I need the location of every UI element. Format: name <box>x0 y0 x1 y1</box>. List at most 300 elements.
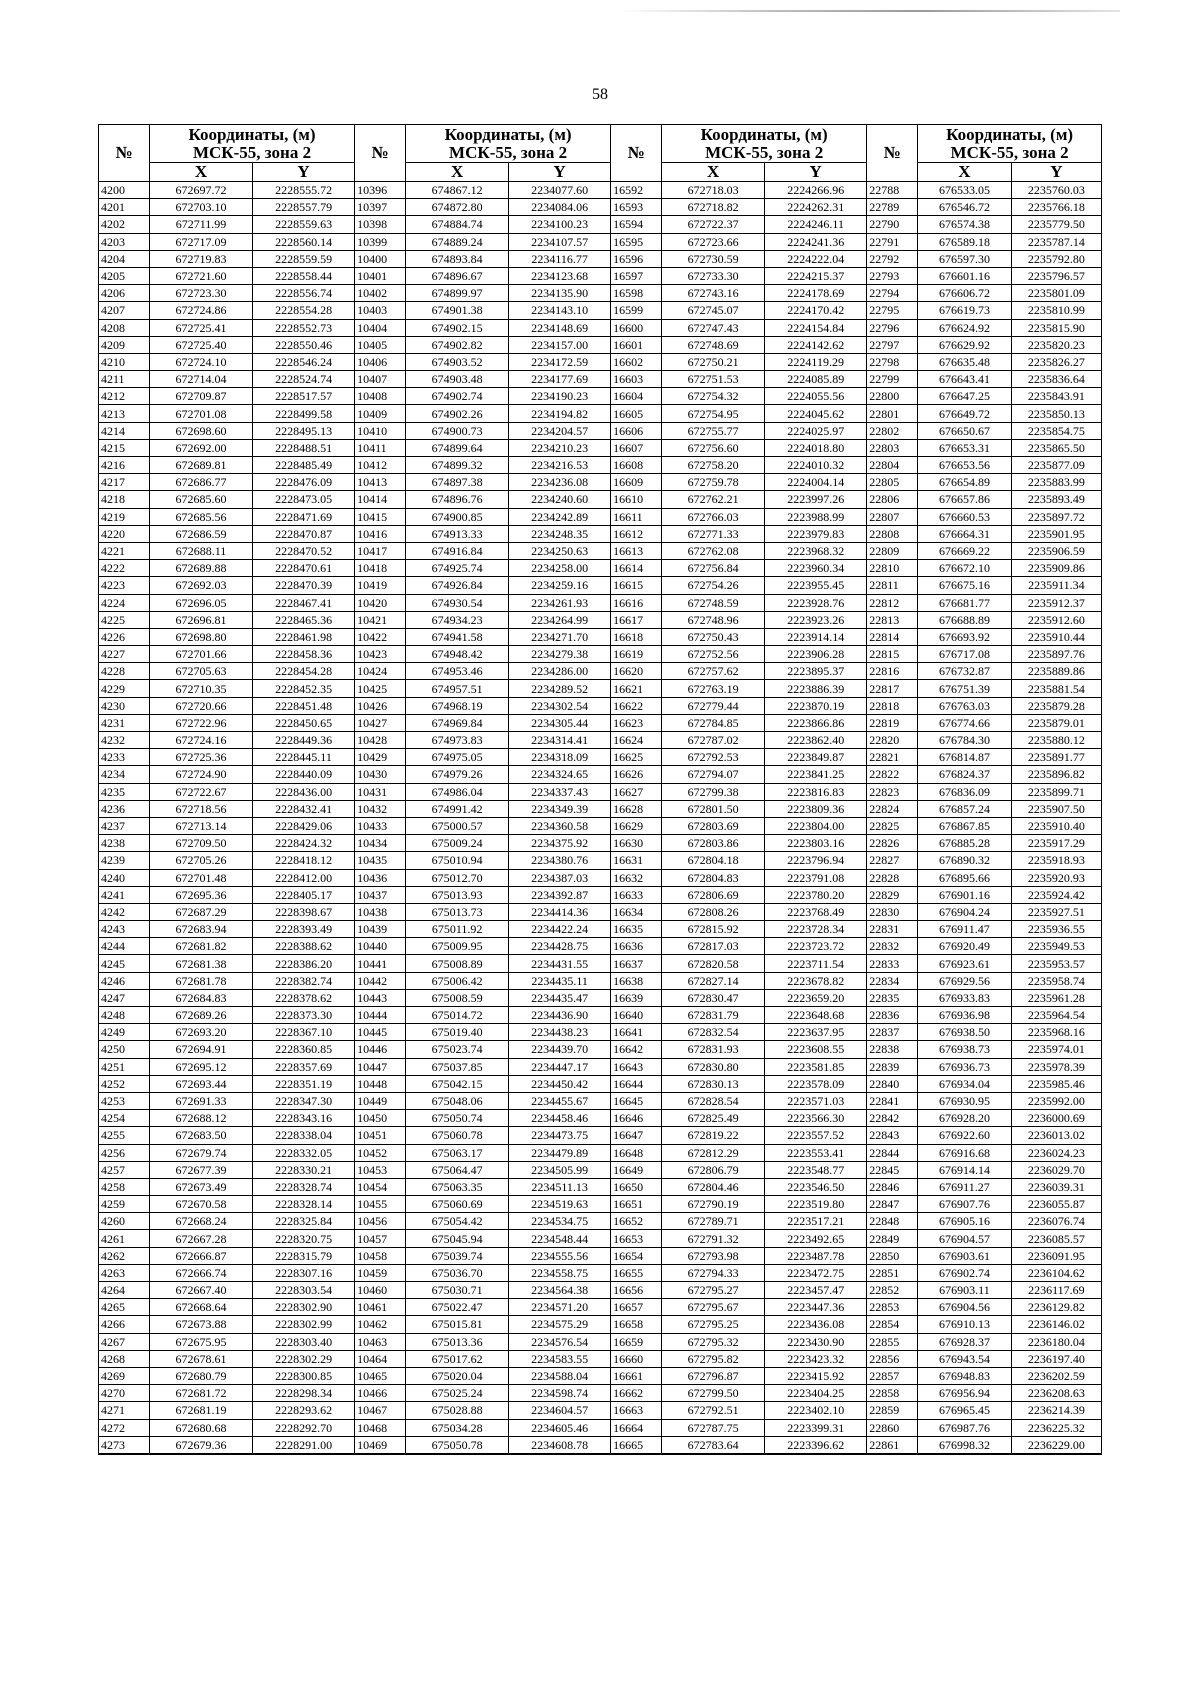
group-header-system: МСК-55, зона 2 <box>705 142 824 162</box>
x-coordinate-cell: 672720.66 <box>150 697 253 714</box>
y-coordinate-cell: 2224262.31 <box>765 199 867 216</box>
y-coordinate-cell: 2223955.45 <box>765 577 867 594</box>
column-group-header <box>406 125 611 163</box>
point-number-cell: 4234 <box>99 766 150 783</box>
x-coordinate-cell: 675045.94 <box>406 1230 509 1247</box>
y-coordinate-cell: 2234598.74 <box>509 1385 611 1402</box>
group-header-system: МСК-55, зона 2 <box>192 142 312 162</box>
x-coordinate-cell: 672754.26 <box>662 577 765 594</box>
y-coordinate-cell: 2228347.30 <box>253 1092 355 1109</box>
y-coordinate-cell: 2234473.75 <box>509 1127 611 1144</box>
y-coordinate-cell: 2223723.72 <box>765 938 867 955</box>
point-number-cell: 10436 <box>355 869 406 886</box>
point-number-cell: 16660 <box>611 1350 662 1367</box>
x-coordinate-cell: 672794.07 <box>662 766 765 783</box>
table-row <box>99 525 1102 542</box>
point-number-cell: 22845 <box>867 1161 918 1178</box>
column-group-header <box>662 125 867 163</box>
x-coordinate-cell: 672683.94 <box>150 921 253 938</box>
x-coordinate-cell: 672787.02 <box>662 732 765 749</box>
y-coordinate-cell: 2236202.59 <box>1011 1367 1101 1384</box>
table-row <box>99 955 1102 972</box>
table-row <box>99 216 1102 233</box>
x-coordinate-cell: 672689.88 <box>150 560 253 577</box>
y-coordinate-cell: 2223659.20 <box>765 989 867 1006</box>
x-coordinate-cell: 672667.28 <box>150 1230 253 1247</box>
y-coordinate-cell: 2234324.65 <box>509 766 611 783</box>
x-coordinate-cell: 672692.00 <box>150 439 253 456</box>
x-coordinate-cell: 672713.14 <box>150 817 253 834</box>
x-coordinate-cell: 672722.37 <box>662 216 765 233</box>
y-coordinate-cell: 2234435.11 <box>509 972 611 989</box>
y-coordinate-cell: 2228470.61 <box>253 560 355 577</box>
point-number-cell: 4220 <box>99 525 150 542</box>
table-body <box>99 182 1102 1454</box>
point-number-cell: 10465 <box>355 1367 406 1384</box>
x-coordinate-cell: 672825.49 <box>662 1110 765 1127</box>
table-row <box>99 835 1102 852</box>
y-coordinate-cell: 2234116.77 <box>509 250 611 267</box>
point-number-cell: 4240 <box>99 869 150 886</box>
y-coordinate-cell: 2235893.49 <box>1011 491 1101 508</box>
y-coordinate-cell: 2234534.75 <box>509 1213 611 1230</box>
y-coordinate-cell: 2236180.04 <box>1011 1333 1101 1350</box>
point-number-cell: 10434 <box>355 835 406 852</box>
x-coordinate-cell: 676867.85 <box>918 817 1012 834</box>
point-number-cell: 10404 <box>355 319 406 336</box>
y-coordinate-cell: 2235968.16 <box>1011 1024 1101 1041</box>
y-coordinate-cell: 2236229.00 <box>1011 1436 1101 1454</box>
point-number-cell: 10452 <box>355 1144 406 1161</box>
y-coordinate-cell: 2228357.69 <box>253 1058 355 1075</box>
x-coordinate-cell: 672725.40 <box>150 336 253 353</box>
x-coordinate-cell: 674901.38 <box>406 302 509 319</box>
y-coordinate-cell: 2223849.87 <box>765 749 867 766</box>
point-number-cell: 10426 <box>355 697 406 714</box>
x-coordinate-cell: 672686.77 <box>150 474 253 491</box>
point-number-cell: 10408 <box>355 388 406 405</box>
y-coordinate-cell: 2223578.09 <box>765 1075 867 1092</box>
y-coordinate-cell: 2236117.69 <box>1011 1282 1101 1299</box>
point-number-cell: 16602 <box>611 353 662 370</box>
point-number-cell: 22811 <box>867 577 918 594</box>
x-coordinate-cell: 672791.32 <box>662 1230 765 1247</box>
point-number-cell: 4268 <box>99 1350 150 1367</box>
y-coordinate-cell: 2234148.69 <box>509 319 611 336</box>
y-coordinate-cell: 2223928.76 <box>765 594 867 611</box>
y-coordinate-cell: 2236197.40 <box>1011 1350 1101 1367</box>
point-number-cell: 10441 <box>355 955 406 972</box>
x-coordinate-cell: 676956.94 <box>918 1385 1012 1402</box>
table-row <box>99 577 1102 594</box>
table-row <box>99 1127 1102 1144</box>
point-number-cell: 4272 <box>99 1419 150 1436</box>
table-row <box>99 199 1102 216</box>
y-coordinate-cell: 2234458.46 <box>509 1110 611 1127</box>
x-coordinate-cell: 672673.88 <box>150 1316 253 1333</box>
y-coordinate-cell: 2228560.14 <box>253 233 355 250</box>
point-number-cell: 16613 <box>611 542 662 559</box>
point-number-cell: 16650 <box>611 1178 662 1195</box>
point-number-cell: 10410 <box>355 422 406 439</box>
point-number-cell: 22790 <box>867 216 918 233</box>
point-number-cell: 22800 <box>867 388 918 405</box>
point-number-cell: 16643 <box>611 1058 662 1075</box>
x-coordinate-cell: 676664.31 <box>918 525 1012 542</box>
x-coordinate-cell: 674872.80 <box>406 199 509 216</box>
x-coordinate-cell: 674957.51 <box>406 680 509 697</box>
point-number-cell: 16622 <box>611 697 662 714</box>
point-number-cell: 22820 <box>867 732 918 749</box>
x-coordinate-cell: 672675.95 <box>150 1333 253 1350</box>
point-number-cell: 4205 <box>99 267 150 284</box>
x-coordinate-cell: 676533.05 <box>918 182 1012 199</box>
point-number-cell: 4213 <box>99 405 150 422</box>
x-coordinate-cell: 672831.93 <box>662 1041 765 1058</box>
x-coordinate-cell: 672695.36 <box>150 886 253 903</box>
point-number-cell: 4265 <box>99 1299 150 1316</box>
table-row <box>99 1316 1102 1333</box>
point-number-cell: 10451 <box>355 1127 406 1144</box>
x-coordinate-cell: 672685.56 <box>150 508 253 525</box>
point-number-cell: 22807 <box>867 508 918 525</box>
x-coordinate-cell: 672799.50 <box>662 1385 765 1402</box>
x-coordinate-cell: 672685.60 <box>150 491 253 508</box>
table-row <box>99 817 1102 834</box>
x-coordinate-cell: 674902.74 <box>406 388 509 405</box>
x-coordinate-cell: 675054.42 <box>406 1213 509 1230</box>
table-row <box>99 405 1102 422</box>
point-number-cell: 4233 <box>99 749 150 766</box>
column-header-y: Y <box>253 163 355 182</box>
x-coordinate-cell: 672689.26 <box>150 1007 253 1024</box>
x-coordinate-cell: 672724.16 <box>150 732 253 749</box>
point-number-cell: 22794 <box>867 285 918 302</box>
x-coordinate-cell: 672790.19 <box>662 1196 765 1213</box>
x-coordinate-cell: 676943.54 <box>918 1350 1012 1367</box>
y-coordinate-cell: 2228373.30 <box>253 1007 355 1024</box>
point-number-cell: 22814 <box>867 628 918 645</box>
point-number-cell: 4244 <box>99 938 150 955</box>
y-coordinate-cell: 2228398.67 <box>253 903 355 920</box>
y-coordinate-cell: 2234143.10 <box>509 302 611 319</box>
point-number-cell: 10411 <box>355 439 406 456</box>
y-coordinate-cell: 2228436.00 <box>253 783 355 800</box>
x-coordinate-cell: 675013.73 <box>406 903 509 920</box>
point-number-cell: 4206 <box>99 285 150 302</box>
point-number-cell: 16662 <box>611 1385 662 1402</box>
y-coordinate-cell: 2234583.55 <box>509 1350 611 1367</box>
y-coordinate-cell: 2235815.90 <box>1011 319 1101 336</box>
y-coordinate-cell: 2223768.49 <box>765 903 867 920</box>
y-coordinate-cell: 2235992.00 <box>1011 1092 1101 1109</box>
point-number-cell: 16646 <box>611 1110 662 1127</box>
y-coordinate-cell: 2234576.54 <box>509 1333 611 1350</box>
point-number-cell: 22795 <box>867 302 918 319</box>
y-coordinate-cell: 2228388.62 <box>253 938 355 955</box>
table-row <box>99 182 1102 199</box>
x-coordinate-cell: 672794.33 <box>662 1264 765 1281</box>
table-row <box>99 508 1102 525</box>
point-number-cell: 22833 <box>867 955 918 972</box>
x-coordinate-cell: 672757.62 <box>662 663 765 680</box>
table-row <box>99 594 1102 611</box>
point-number-cell: 22801 <box>867 405 918 422</box>
y-coordinate-cell: 2236024.23 <box>1011 1144 1101 1161</box>
point-number-cell: 22791 <box>867 233 918 250</box>
y-coordinate-cell: 2235964.54 <box>1011 1007 1101 1024</box>
point-number-cell: 16618 <box>611 628 662 645</box>
table-row <box>99 1385 1102 1402</box>
x-coordinate-cell: 672681.19 <box>150 1402 253 1419</box>
point-number-cell: 22822 <box>867 766 918 783</box>
point-number-cell: 22804 <box>867 457 918 474</box>
group-header-system: МСК-55, зона 2 <box>950 142 1069 162</box>
y-coordinate-cell: 2234360.58 <box>509 817 611 834</box>
point-number-cell: 4269 <box>99 1367 150 1384</box>
y-coordinate-cell: 2235974.01 <box>1011 1041 1101 1058</box>
x-coordinate-cell: 672754.95 <box>662 405 765 422</box>
x-coordinate-cell: 672717.09 <box>150 233 253 250</box>
x-coordinate-cell: 674899.32 <box>406 457 509 474</box>
x-coordinate-cell: 676905.16 <box>918 1213 1012 1230</box>
y-coordinate-cell: 2234314.41 <box>509 732 611 749</box>
table-row <box>99 422 1102 439</box>
y-coordinate-cell: 2228332.05 <box>253 1144 355 1161</box>
point-number-cell: 16645 <box>611 1092 662 1109</box>
table-row <box>99 680 1102 697</box>
point-number-cell: 4258 <box>99 1178 150 1195</box>
table-row <box>99 1196 1102 1213</box>
point-number-cell: 10401 <box>355 267 406 284</box>
y-coordinate-cell: 2223803.16 <box>765 835 867 852</box>
point-number-cell: 16627 <box>611 783 662 800</box>
y-coordinate-cell: 2234236.08 <box>509 474 611 491</box>
point-number-cell: 4215 <box>99 439 150 456</box>
x-coordinate-cell: 672754.32 <box>662 388 765 405</box>
table-row <box>99 1144 1102 1161</box>
y-coordinate-cell: 2235796.57 <box>1011 267 1101 284</box>
point-number-cell: 4224 <box>99 594 150 611</box>
x-coordinate-cell: 672795.27 <box>662 1282 765 1299</box>
y-coordinate-cell: 2235760.03 <box>1011 182 1101 199</box>
y-coordinate-cell: 2234286.00 <box>509 663 611 680</box>
y-coordinate-cell: 2235820.23 <box>1011 336 1101 353</box>
y-coordinate-cell: 2223404.25 <box>765 1385 867 1402</box>
x-coordinate-cell: 674902.82 <box>406 336 509 353</box>
point-number-cell: 22805 <box>867 474 918 491</box>
point-number-cell: 4250 <box>99 1041 150 1058</box>
x-coordinate-cell: 676904.24 <box>918 903 1012 920</box>
y-coordinate-cell: 2223492.65 <box>765 1230 867 1247</box>
point-number-cell: 16664 <box>611 1419 662 1436</box>
y-coordinate-cell: 2228452.35 <box>253 680 355 697</box>
y-coordinate-cell: 2235910.44 <box>1011 628 1101 645</box>
point-number-cell: 22831 <box>867 921 918 938</box>
y-coordinate-cell: 2224025.97 <box>765 422 867 439</box>
x-coordinate-cell: 675030.71 <box>406 1282 509 1299</box>
point-number-cell: 10461 <box>355 1299 406 1316</box>
y-coordinate-cell: 2234435.47 <box>509 989 611 1006</box>
table-row <box>99 353 1102 370</box>
point-number-cell: 16626 <box>611 766 662 783</box>
x-coordinate-cell: 672711.99 <box>150 216 253 233</box>
point-number-cell: 22788 <box>867 182 918 199</box>
table-row <box>99 1110 1102 1127</box>
point-number-cell: 10422 <box>355 628 406 645</box>
y-coordinate-cell: 2223997.26 <box>765 491 867 508</box>
x-coordinate-cell: 672806.69 <box>662 886 765 903</box>
x-coordinate-cell: 672681.72 <box>150 1385 253 1402</box>
x-coordinate-cell: 672705.26 <box>150 852 253 869</box>
point-number-cell: 16606 <box>611 422 662 439</box>
x-coordinate-cell: 674897.38 <box>406 474 509 491</box>
x-coordinate-cell: 672763.19 <box>662 680 765 697</box>
point-number-cell: 10403 <box>355 302 406 319</box>
y-coordinate-cell: 2228476.09 <box>253 474 355 491</box>
x-coordinate-cell: 672756.60 <box>662 439 765 456</box>
x-coordinate-cell: 676574.38 <box>918 216 1012 233</box>
x-coordinate-cell: 676938.73 <box>918 1041 1012 1058</box>
x-coordinate-cell: 676928.37 <box>918 1333 1012 1350</box>
point-number-cell: 10402 <box>355 285 406 302</box>
point-number-cell: 16593 <box>611 199 662 216</box>
point-number-cell: 16611 <box>611 508 662 525</box>
point-number-cell: 4228 <box>99 663 150 680</box>
x-coordinate-cell: 672725.41 <box>150 319 253 336</box>
point-number-cell: 22799 <box>867 371 918 388</box>
point-number-cell: 16614 <box>611 560 662 577</box>
x-coordinate-cell: 672692.03 <box>150 577 253 594</box>
point-number-cell: 4201 <box>99 199 150 216</box>
y-coordinate-cell: 2223809.36 <box>765 800 867 817</box>
y-coordinate-cell: 2234259.16 <box>509 577 611 594</box>
point-number-cell: 4241 <box>99 886 150 903</box>
point-number-cell: 16592 <box>611 182 662 199</box>
point-number-cell: 22819 <box>867 714 918 731</box>
y-coordinate-cell: 2228328.74 <box>253 1178 355 1195</box>
x-coordinate-cell: 672830.47 <box>662 989 765 1006</box>
x-coordinate-cell: 672750.21 <box>662 353 765 370</box>
x-coordinate-cell: 676763.03 <box>918 697 1012 714</box>
y-coordinate-cell: 2235787.14 <box>1011 233 1101 250</box>
x-coordinate-cell: 676601.16 <box>918 267 1012 284</box>
y-coordinate-cell: 2228303.40 <box>253 1333 355 1350</box>
x-coordinate-cell: 675063.35 <box>406 1178 509 1195</box>
x-coordinate-cell: 672709.87 <box>150 388 253 405</box>
x-coordinate-cell: 676929.56 <box>918 972 1012 989</box>
y-coordinate-cell: 2235766.18 <box>1011 199 1101 216</box>
table-row <box>99 1367 1102 1384</box>
table-row <box>99 628 1102 645</box>
x-coordinate-cell: 672696.05 <box>150 594 253 611</box>
y-coordinate-cell: 2223895.37 <box>765 663 867 680</box>
point-number-cell: 4253 <box>99 1092 150 1109</box>
y-coordinate-cell: 2235936.55 <box>1011 921 1101 938</box>
point-number-cell: 4236 <box>99 800 150 817</box>
column-header-number: № <box>867 125 918 182</box>
y-coordinate-cell: 2234261.93 <box>509 594 611 611</box>
point-number-cell: 10427 <box>355 714 406 731</box>
y-coordinate-cell: 2228302.29 <box>253 1350 355 1367</box>
point-number-cell: 22837 <box>867 1024 918 1041</box>
x-coordinate-cell: 672724.10 <box>150 353 253 370</box>
point-number-cell: 22817 <box>867 680 918 697</box>
point-number-cell: 16597 <box>611 267 662 284</box>
column-header-number: № <box>355 125 406 182</box>
y-coordinate-cell: 2228338.04 <box>253 1127 355 1144</box>
point-number-cell: 22798 <box>867 353 918 370</box>
point-number-cell: 22854 <box>867 1316 918 1333</box>
point-number-cell: 10437 <box>355 886 406 903</box>
point-number-cell: 10419 <box>355 577 406 594</box>
point-number-cell: 10412 <box>355 457 406 474</box>
point-number-cell: 4200 <box>99 182 150 199</box>
y-coordinate-cell: 2228445.11 <box>253 749 355 766</box>
point-number-cell: 10448 <box>355 1075 406 1092</box>
y-coordinate-cell: 2236029.70 <box>1011 1161 1101 1178</box>
point-number-cell: 10416 <box>355 525 406 542</box>
point-number-cell: 22828 <box>867 869 918 886</box>
point-number-cell: 16604 <box>611 388 662 405</box>
y-coordinate-cell: 2224142.62 <box>765 336 867 353</box>
x-coordinate-cell: 676965.45 <box>918 1402 1012 1419</box>
point-number-cell: 10430 <box>355 766 406 783</box>
y-coordinate-cell: 2235924.42 <box>1011 886 1101 903</box>
point-number-cell: 22849 <box>867 1230 918 1247</box>
x-coordinate-cell: 672808.26 <box>662 903 765 920</box>
point-number-cell: 4225 <box>99 611 150 628</box>
y-coordinate-cell: 2234511.13 <box>509 1178 611 1195</box>
point-number-cell: 4217 <box>99 474 150 491</box>
y-coordinate-cell: 2223608.55 <box>765 1041 867 1058</box>
y-coordinate-cell: 2228473.05 <box>253 491 355 508</box>
x-coordinate-cell: 672828.54 <box>662 1092 765 1109</box>
point-number-cell: 22856 <box>867 1350 918 1367</box>
x-coordinate-cell: 672693.44 <box>150 1075 253 1092</box>
y-coordinate-cell: 2228343.16 <box>253 1110 355 1127</box>
table-row <box>99 1075 1102 1092</box>
point-number-cell: 22826 <box>867 835 918 852</box>
y-coordinate-cell: 2223399.31 <box>765 1419 867 1436</box>
y-coordinate-cell: 2228315.79 <box>253 1247 355 1264</box>
x-coordinate-cell: 674902.26 <box>406 405 509 422</box>
y-coordinate-cell: 2223566.30 <box>765 1110 867 1127</box>
x-coordinate-cell: 672678.61 <box>150 1350 253 1367</box>
point-number-cell: 16665 <box>611 1436 662 1454</box>
x-coordinate-cell: 672718.56 <box>150 800 253 817</box>
y-coordinate-cell: 2235896.82 <box>1011 766 1101 783</box>
x-coordinate-cell: 672815.92 <box>662 921 765 938</box>
y-coordinate-cell: 2224222.04 <box>765 250 867 267</box>
x-coordinate-cell: 676928.20 <box>918 1110 1012 1127</box>
x-coordinate-cell: 672724.86 <box>150 302 253 319</box>
point-number-cell: 16595 <box>611 233 662 250</box>
y-coordinate-cell: 2223553.41 <box>765 1144 867 1161</box>
x-coordinate-cell: 675015.81 <box>406 1316 509 1333</box>
point-number-cell: 10450 <box>355 1110 406 1127</box>
y-coordinate-cell: 2235879.01 <box>1011 714 1101 731</box>
y-coordinate-cell: 2228418.12 <box>253 852 355 869</box>
x-coordinate-cell: 676688.89 <box>918 611 1012 628</box>
x-coordinate-cell: 672677.39 <box>150 1161 253 1178</box>
x-coordinate-cell: 676675.16 <box>918 577 1012 594</box>
point-number-cell: 4261 <box>99 1230 150 1247</box>
x-coordinate-cell: 675008.59 <box>406 989 509 1006</box>
point-number-cell: 16594 <box>611 216 662 233</box>
point-number-cell: 10456 <box>355 1213 406 1230</box>
x-coordinate-cell: 672756.84 <box>662 560 765 577</box>
